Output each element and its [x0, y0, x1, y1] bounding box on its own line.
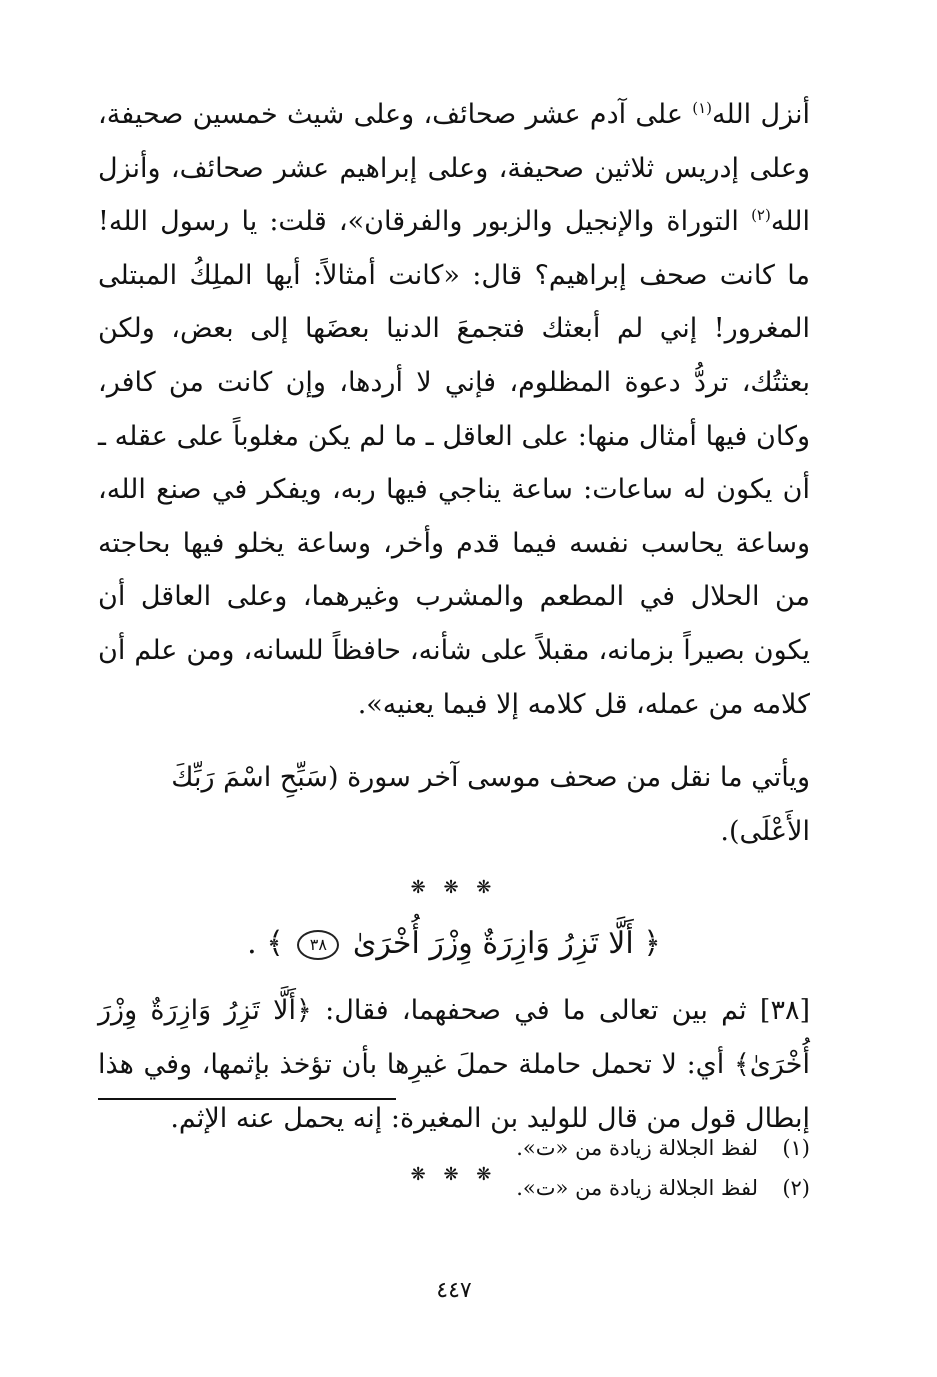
verse-text: أَلَّا تَزِرُ وَازِرَةٌ وِزْرَ أُخْرَىٰ [352, 926, 634, 962]
paragraph-text-part3: التوراة والإنجيل والزبور والفرقان»، قلت: يا رسول الله! ما كانت صحف إبراهيم؟ قال: «كانت أمثالاً: أيها الملِكُ المبتلى المغرور! إني لم أبعثك فتجمعَ الدنيا بعضَها إلى بعض، ولكن بعثتُك، تردُّ دعوة المظلوم، فإني لا أردها، وإن كانت من كافر، وكان فيها أمثال منها: على العاقل ـ ما لم يكن مغلوباً على عقله ـ أن يكون له ساعات: ساعة يناجي فيها ربه، ويفكر في صنع الله، وساعة يحاسب نفسه فيما قدم وأخر، وساعة يخلو فيها بحاجته من الحلال في المطعم والمشرب وغيرهما، وعلى العاقل أن يكون بصيراً بزمانه، مقبلاً على شأنه، حافظاً للسانه، ومن علم أن كلامه من عمله، قل كلامه إلا فيما يعنيه». [98, 206, 810, 720]
section-separator-2: ❋ ❋ ❋ [410, 1164, 498, 1186]
paragraph-text-part1: أنزل الله [712, 99, 810, 130]
footnote-number: (١) [782, 1136, 810, 1160]
footnote-ref-2[interactable]: (٢) [751, 206, 771, 225]
footnotes [98, 1128, 810, 1208]
section-separator: ❋ ❋ ❋ [410, 877, 498, 899]
footnote-divider [98, 1098, 396, 1100]
footnote-ref-1[interactable]: (١) [692, 99, 713, 117]
book-page [98, 88, 810, 1328]
verse-open-bracket: ﴿ [643, 926, 661, 962]
footnote-1 [98, 1128, 810, 1168]
paragraph-musa-note: ويأتي ما نقل من صحف موسى آخر سورة (سَبِّحِ اسْمَ رَبِّكَ الأَعْلَى). [171, 762, 810, 847]
footnote-text: لفظ الجلالة زيادة من «ت». [516, 1176, 758, 1200]
ayah-number: ٣٨ [297, 930, 339, 960]
paragraph-hadith [98, 88, 810, 731]
footnote-2 [98, 1168, 810, 1208]
paragraph-text-part2: على آدم عشر صحائف، وعلى شيث خمسين صحيفة، وعلى إدريس ثلاثين صحيفة، وعلى إبراهيم عشر صحائف، وأنزل الله [98, 99, 810, 238]
footnote-text: لفظ الجلالة زيادة من «ت». [516, 1136, 758, 1160]
page-number: ٤٤٧ [436, 1278, 472, 1303]
verse-close-bracket: ﴾ . [247, 926, 284, 962]
quran-verse [98, 916, 810, 972]
paragraph-tafsir-38: [٣٨] ثم بين تعالى ما في صحفهما، فقال: ﴿أَلَّا تَزِرُ وَازِرَةٌ وِزْرَ أُخْرَىٰ﴾ أي: لا تحمل حاملة حملَ غيرِها بأن تؤخذ بإثمها، وفي هذا إبطال قول من قال للوليد بن المغيرة: إنه يحمل عنه الإثم. [98, 995, 810, 1134]
footnote-number: (٢) [782, 1176, 810, 1200]
